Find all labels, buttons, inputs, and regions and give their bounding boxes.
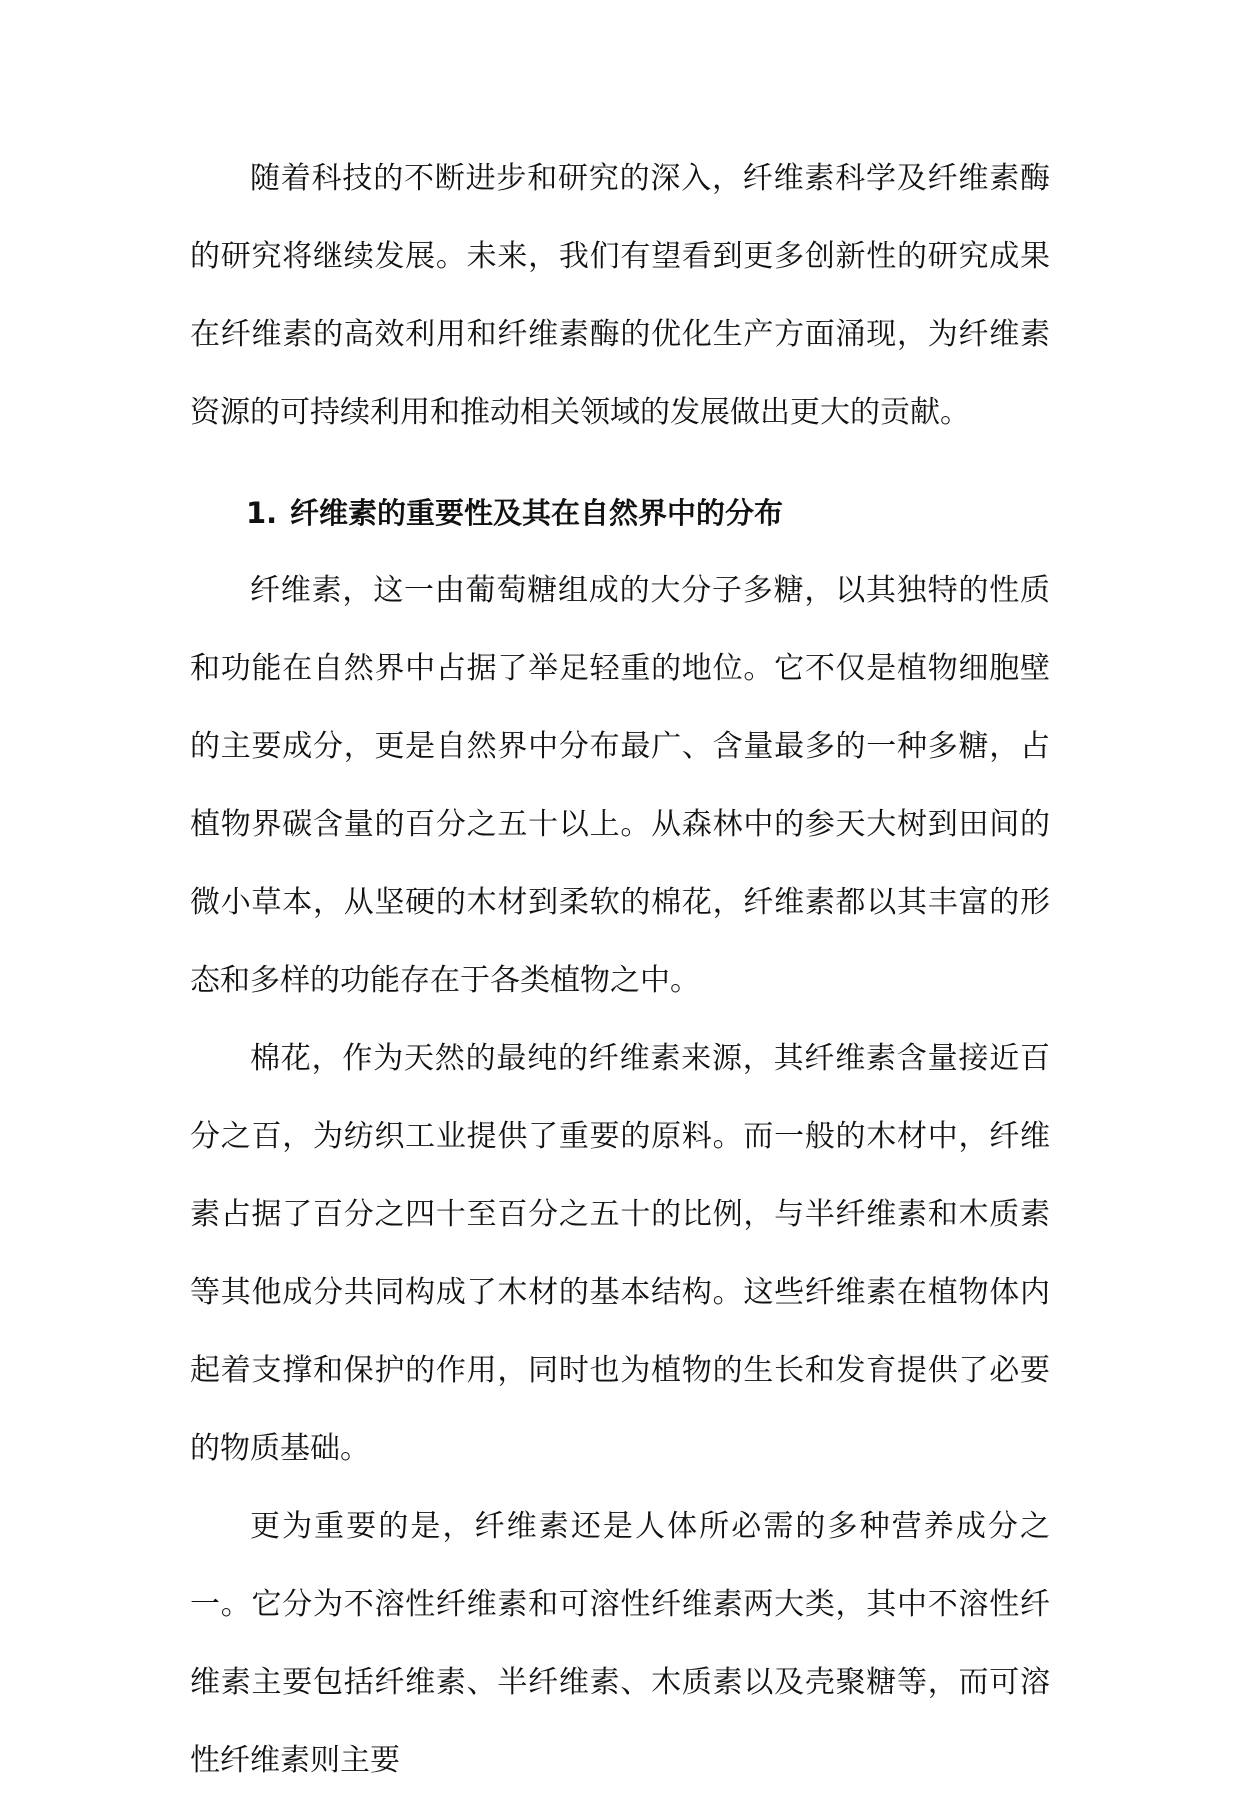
section-heading	[190, 474, 1050, 552]
body-paragraph-3: 更为重要的是，纤维素还是人体所必需的多种营养成分之一。它分为不溶性纤维素和可溶性纤维素两大类，其中不溶性纤维素主要包括纤维素、半纤维素、木质素以及壳聚糖等，而可溶性纤维素则主要	[190, 1509, 1050, 1778]
section-title: 纤维素的重要性及其在自然界中的分布	[290, 496, 784, 530]
section-number: 1.	[246, 496, 278, 530]
intro-paragraph: 随着科技的不断进步和研究的深入，纤维素科学及纤维素酶的研究将继续发展。未来，我们有望看到更多创新性的研究成果在纤维素的高效利用和纤维素酶的优化生产方面涌现，为纤维素资源的可持续利用和推动相关领域的发展做出更大的贡献。	[190, 161, 1050, 430]
body-paragraph-1: 纤维素，这一由葡萄糖组成的大分子多糖，以其独特的性质和功能在自然界中占据了举足轻重的地位。它不仅是植物细胞壁的主要成分，更是自然界中分布最广、含量最多的一种多糖，占植物界碳含量的百分之五十以上。从森林中的参天大树到田间的微小草本，从坚硬的木材到柔软的棉花，纤维素都以其丰富的形态和多样的功能存在于各类植物之中。	[190, 573, 1050, 998]
document-body	[190, 140, 1050, 1800]
body-paragraph-2: 棉花，作为天然的最纯的纤维素来源，其纤维素含量接近百分之百，为纺织工业提供了重要的原料。而一般的木材中，纤维素占据了百分之四十至百分之五十的比例，与半纤维素和木质素等其他成分共同构成了木材的基本结构。这些纤维素在植物体内起着支撑和保护的作用，同时也为植物的生长和发育提供了必要的物质基础。	[190, 1041, 1050, 1466]
